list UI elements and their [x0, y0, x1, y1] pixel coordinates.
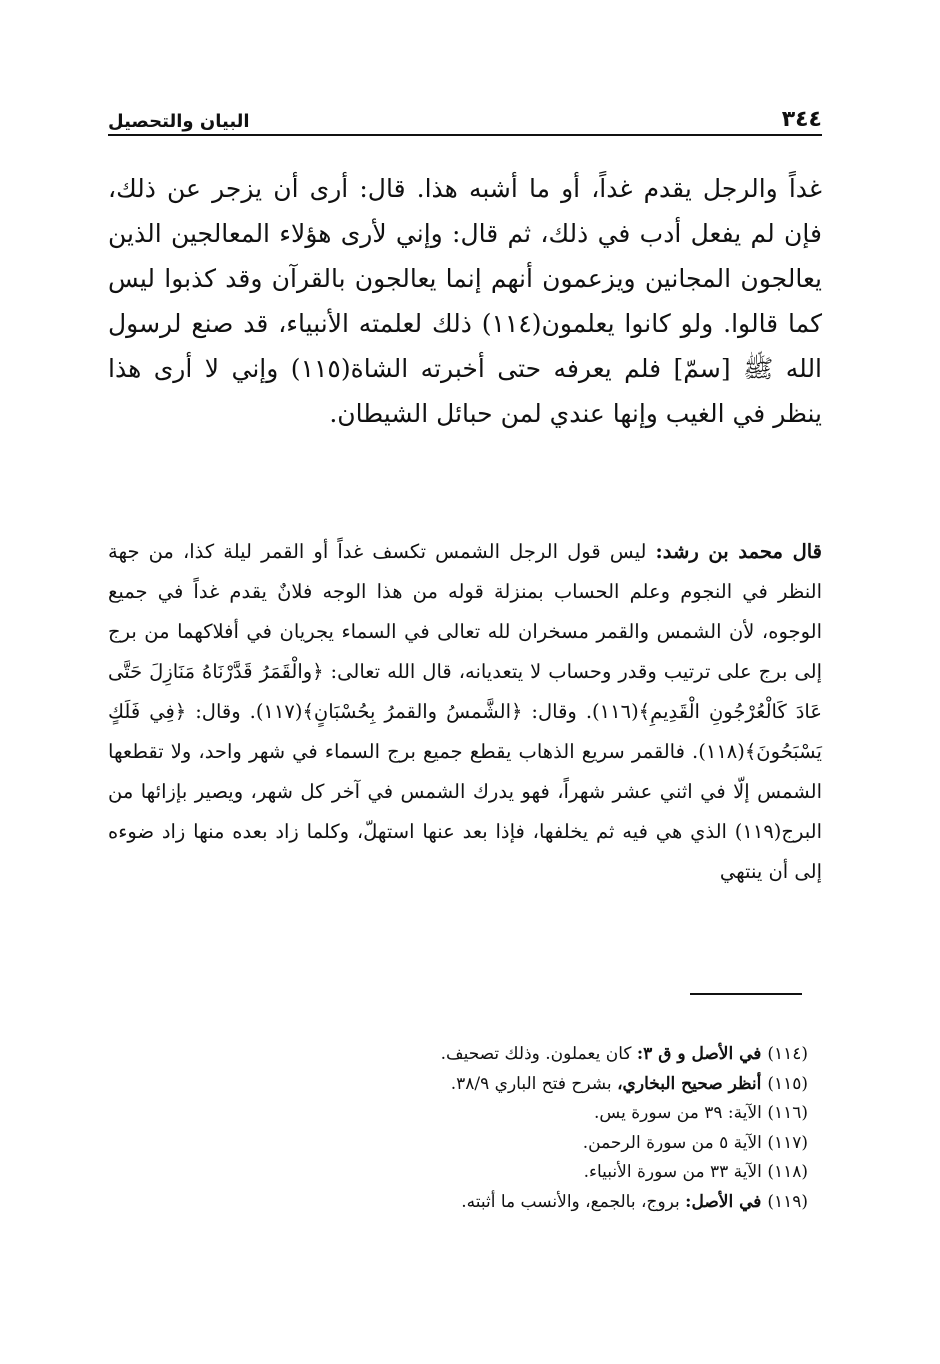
footnote-source: في الأصل و ق ٣:: [636, 1044, 768, 1064]
footnote-number: (١١٤): [767, 1044, 808, 1064]
body-paragraph-1: غداً والرجل يقدم غداً، أو ما أشبه هذا. قال: أرى أن يزجر عن ذلك، فإن لم يفعل أدب في ذلك، ثم قال: وإني لأرى هؤلاء المعالجين الذين يعالجون المجانين ويزعمون أنهم إنما يعالجون بالقرآن وقد كذبوا ليس كما قالوا. ولو كانوا يعلمون(١١٤) ذلك لعلمته الأنبياء، قد صنع لرسول الله ﷺ [سمّ] فلم يعرفه حتى أخبرته الشاة(١١٥) وإني لا أرى هذا ينظر في الغيب وإنها عندي لمن حبائل الشيطان.: [108, 174, 823, 428]
footnote-text: بروج، بالجمع، والأنسب ما أثبته.: [461, 1191, 686, 1212]
footnote-number: (١١٩): [767, 1191, 808, 1212]
page-number: ٣٤٤: [781, 107, 822, 132]
footnote-text: الآية ٣٣ من سورة الأنبياء.: [583, 1162, 768, 1182]
footnote-source: في الأصل:: [685, 1191, 768, 1212]
header-rule: [108, 134, 822, 136]
footnote-115: [108, 1070, 808, 1100]
commentary-text: ليس قول الرجل الشمس تكسف غداً أو القمر ليلة كذا، من جهة النظر في النجوم وعلم الحساب بمنزلة قوله من هذا الوجه فلانٌ يقدم غداً في جميع الوجوه، لأن الشمس والقمر مسخران لله تعالى في السماء يجريان في أفلاكهما من برج إلى برج على ترتيب وقدر وحساب لا يتعديانه، قال الله تعالى: ﴿والْقَمَرُ قَدَّرْنَاهُ مَنَازِلَ حَتَّى عَادَ كَالْعُرْجُونِ الْقَدِيمِ﴾(١١٦). وقال: ﴿الشَّمسُ والقمرُ بِحُسْبَانٍ﴾(١١٧). وقال: ﴿فِي فَلَكٍ يَسْبَحُونَ﴾(١١٨). فالقمر سريع الذهاب يقطع جميع برج السماء في شهر واحد، ولا تقطعها الشمس إلّا في اثني عشر شهراً، فهو يدرك الشمس في آخر كل شهر، ويصير بإزائها من البرج(١١٩) الذي هي فيه ثم يخلفها، فإذا بعد عنها استهلّ، وكلما زاد بعده منها زاد ضوءه إلى أن ينتهي: [108, 540, 822, 883]
footnote-116: [108, 1099, 808, 1129]
footnote-text: الآية: ٣٩ من سورة يس.: [594, 1103, 768, 1123]
footnote-number: (١١٨): [767, 1162, 808, 1182]
footnote-number: (١١٦): [767, 1103, 808, 1123]
footnote-text: كان يعملون. وذلك تصحيف.: [440, 1044, 637, 1064]
commentator-name: قال محمد بن رشد:: [655, 540, 822, 563]
footnote-117: [108, 1129, 808, 1159]
footnote-119: [108, 1188, 808, 1218]
footnote-number: (١١٧): [767, 1132, 808, 1153]
body-paragraph-2: [108, 532, 822, 892]
footnote-text: الآية ٥ من سورة الرحمن.: [582, 1132, 768, 1153]
running-header: [108, 96, 822, 132]
footnote-source: أنظر صحيح البخاري،: [617, 1073, 768, 1094]
book-title: البيان والتحصيل: [108, 111, 250, 132]
footnote-114: [108, 1040, 808, 1070]
footnote-number: (١١٥): [767, 1073, 808, 1094]
footnote-118: [108, 1158, 808, 1188]
footnotes-list: [108, 1040, 808, 1217]
footnote-separator: [690, 993, 802, 995]
footnote-text: بشرح فتح الباري ٣٨/٩.: [450, 1073, 618, 1094]
